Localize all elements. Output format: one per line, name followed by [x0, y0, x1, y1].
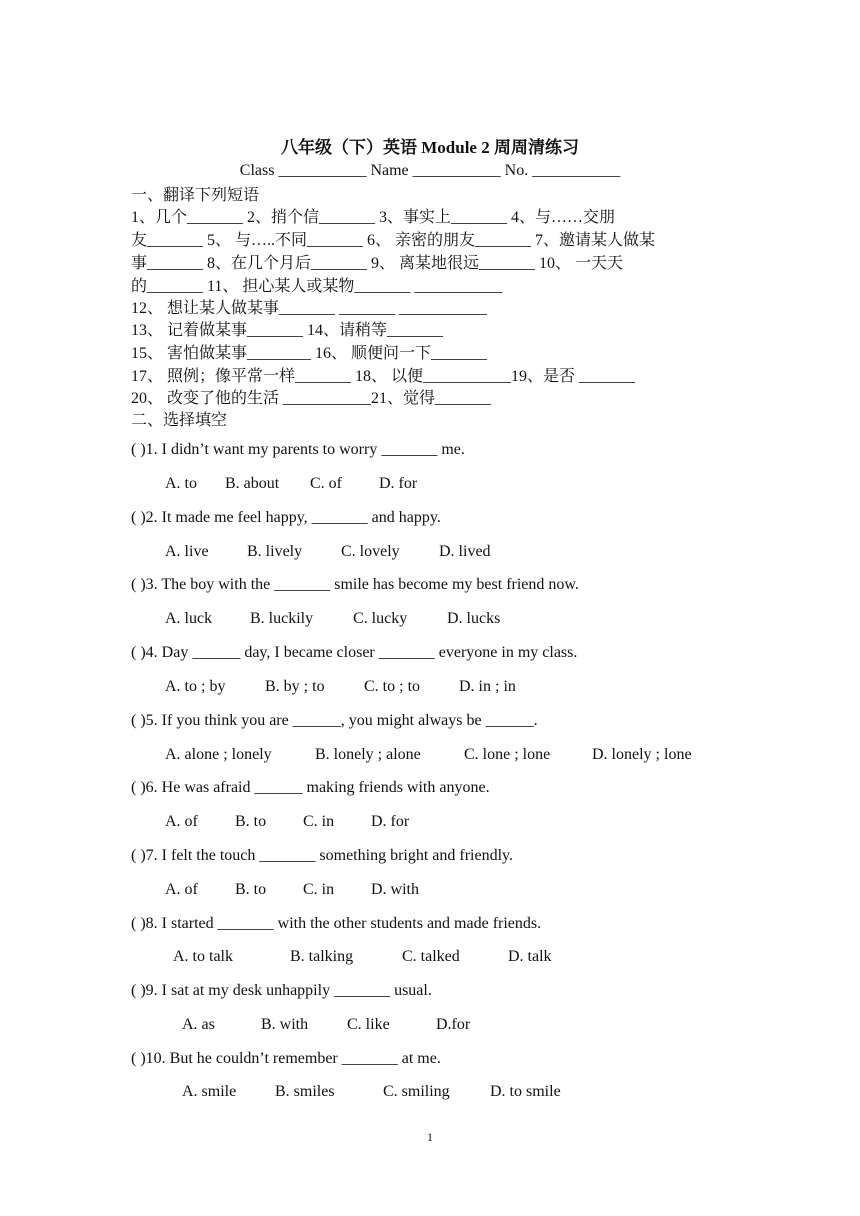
question: ( )8. I started _______ with the other students and made friends.: [131, 915, 542, 932]
option: A. to talk: [173, 948, 233, 965]
question: ( )7. I felt the touch _______ something bright and friendly.: [131, 847, 513, 864]
option: D. for: [379, 475, 418, 492]
option: D. for: [371, 813, 410, 830]
phrase-line: 17、 照例；像平常一样_______ 18、 以便___________19、是否 _______: [131, 368, 636, 385]
option: B. to: [235, 813, 267, 830]
option: B. with: [261, 1016, 309, 1033]
option: B. about: [225, 475, 280, 492]
option: A. smile: [182, 1083, 237, 1100]
option: D.for: [436, 1016, 471, 1033]
question: ( )3. The boy with the _______ smile has become my best friend now.: [131, 576, 579, 593]
option: C. lone ; lone: [464, 746, 551, 763]
option: D. lonely ; lone: [592, 746, 692, 763]
option: D. lucks: [447, 610, 501, 627]
question: ( )2. It made me feel happy, _______ and happy.: [131, 509, 441, 526]
option: B. smiles: [275, 1083, 335, 1100]
phrase-line: 的_______ 11、 担心某人或某物_______ ___________: [131, 278, 503, 295]
option: A. luck: [165, 610, 213, 627]
option: D. to smile: [490, 1083, 561, 1100]
option: D. in ; in: [459, 678, 516, 695]
option: C. talked: [402, 948, 460, 965]
section2-heading: 二、选择填空: [131, 412, 228, 429]
question: ( )1. I didn’t want my parents to worry _______ me.: [131, 441, 465, 458]
phrase-line: 13、 记着做某事_______ 14、请稍等_______: [131, 322, 444, 339]
question: ( )5. If you think you are ______, you might always be ______.: [131, 712, 538, 729]
question: ( )9. I sat at my desk unhappily _______ usual.: [131, 982, 432, 999]
option: B. to: [235, 881, 267, 898]
student-info-line: Class ___________ Name ___________ No. ___________: [239, 162, 621, 179]
question: ( )6. He was afraid ______ making friends with anyone.: [131, 779, 490, 796]
option: A. as: [182, 1016, 215, 1033]
option: A. to ; by: [165, 678, 226, 695]
section1-heading: 一、翻译下列短语: [131, 187, 260, 204]
phrase-line: 事_______ 8、在几个月后_______ 9、 离某地很远_______ 10、 一天天: [131, 255, 624, 272]
option: D. with: [371, 881, 419, 898]
phrase-line: 友_______ 5、 与…..不同_______ 6、 亲密的朋友_______ 7、邀请某人做某: [131, 232, 656, 249]
option: C. of: [310, 475, 342, 492]
option: C. lovely: [341, 543, 400, 560]
question: ( )10. But he couldn’t remember _______ at me.: [131, 1050, 441, 1067]
document-title: 八年级（下）英语 Module 2 周周清练习: [281, 138, 579, 157]
option: C. like: [347, 1016, 390, 1033]
option: C. in: [303, 881, 335, 898]
phrase-line: 1、几个_______ 2、捎个信_______ 3、事实上_______ 4、与……交朋: [131, 209, 616, 226]
option: A. alone ; lonely: [165, 746, 272, 763]
option: C. to ; to: [364, 678, 421, 695]
option: A. to: [165, 475, 197, 492]
option: B. lonely ; alone: [315, 746, 421, 763]
option: C. in: [303, 813, 335, 830]
phrase-line: 15、 害怕做某事________ 16、 顺便问一下_______: [131, 345, 488, 362]
option: B. by ; to: [265, 678, 325, 695]
phrase-line: 12、 想让某人做某事_______ _______ ___________: [131, 300, 488, 317]
option: B. talking: [290, 948, 354, 965]
option: A. live: [165, 543, 209, 560]
option: B. lively: [247, 543, 303, 560]
page-number: 1: [427, 1130, 433, 1144]
option: A. of: [165, 813, 198, 830]
option: B. luckily: [250, 610, 314, 627]
option: C. smiling: [383, 1083, 450, 1100]
option: D. lived: [439, 543, 491, 560]
option: C. lucky: [353, 610, 408, 627]
option: A. of: [165, 881, 198, 898]
phrase-line: 20、 改变了他的生活 ___________21、觉得_______: [131, 390, 492, 407]
option: D. talk: [508, 948, 552, 965]
question: ( )4. Day ______ day, I became closer _______ everyone in my class.: [131, 644, 578, 661]
